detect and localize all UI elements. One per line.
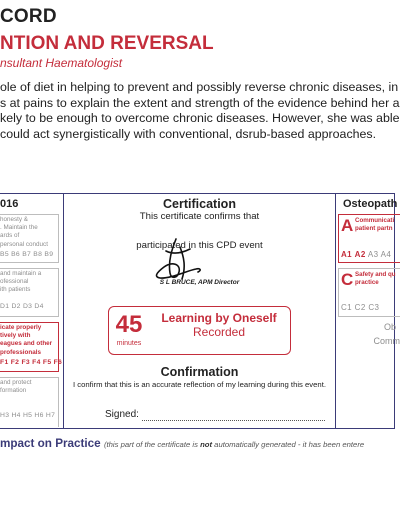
theme-letter: A	[341, 216, 354, 235]
confirmation-text: I confirm that this is an accurate reflection of my learning during this event.	[73, 380, 326, 389]
gmc-domain-box-selected	[0, 322, 63, 372]
gmc-desc-line: icate properly	[0, 324, 42, 331]
theme-code: C1	[341, 303, 353, 312]
intro-line: kely to be enough to overcome chronic diseases. However, she was able	[0, 111, 400, 125]
theme-letter: C	[341, 270, 354, 289]
document-title: CORD	[0, 6, 57, 27]
learning-type: Learning by Oneself	[161, 311, 277, 325]
gmc-desc-line: ards of	[0, 232, 20, 240]
impact-note	[104, 440, 364, 449]
column-divider-right	[335, 193, 336, 429]
gmc-codes: F1 F2 F3 F4 F5 F6	[0, 358, 63, 366]
osteopathy-faint-label: Ob	[383, 322, 396, 332]
theme-code: C2	[354, 303, 366, 312]
gmc-desc-line: formation	[0, 387, 27, 395]
gmc-heading: 016	[0, 198, 19, 210]
gmc-domain-box	[0, 214, 59, 263]
impact-note-bold: not	[200, 440, 213, 449]
gmc-desc-line: ith patients	[0, 286, 31, 294]
minutes-label: minutes	[116, 340, 142, 347]
osteopathy-heading: Osteopath	[343, 198, 398, 210]
learning-status: Recorded	[192, 325, 246, 339]
certification-confirm-text: This certificate confirms that	[139, 211, 260, 222]
signature-icon	[146, 237, 208, 285]
osteopathy-faint-label: Comm	[373, 336, 400, 346]
speaker-role: nsultant Haematologist	[0, 56, 123, 70]
osteopathy-theme-c-box	[338, 268, 400, 317]
impact-note-text: (this part of the certificate is	[103, 440, 201, 449]
theme-desc-line: Communicati	[355, 217, 395, 224]
certification-heading: Certification	[163, 197, 236, 211]
intro-line: s at pains to explain the extent and strength of the evidence behind her a	[0, 95, 400, 110]
osteopathy-theme-a-box	[338, 214, 400, 263]
signed-label: Signed:	[105, 409, 139, 420]
intro-line: ole of diet in helping to prevent and possibly reverse chronic diseases, in	[0, 80, 399, 94]
theme-code: C3	[368, 303, 380, 312]
theme-desc-line: Safety and qu	[355, 271, 396, 278]
signature-line	[142, 420, 325, 421]
gmc-desc-line: eagues and other	[0, 340, 53, 348]
column-divider-left	[63, 193, 64, 429]
gmc-domain-box	[0, 377, 59, 427]
theme-desc-line: practice	[355, 278, 379, 286]
theme-desc-line: patient partn	[355, 224, 393, 232]
gmc-desc-line: and protect	[0, 379, 32, 386]
gmc-desc-line: tively with	[0, 332, 31, 340]
intro-paragraph	[0, 80, 400, 142]
theme-codes	[341, 303, 379, 312]
impact-title: mpact on Practice	[0, 437, 101, 450]
document-subtitle-red: NTION AND REVERSAL	[0, 33, 214, 54]
gmc-desc-line: . Maintain the	[0, 224, 38, 232]
gmc-desc-line: honesty &	[0, 216, 29, 223]
confirmation-heading: Confirmation	[160, 365, 239, 379]
gmc-domain-box	[0, 268, 59, 317]
theme-desc	[355, 217, 400, 232]
theme-code: A3	[367, 250, 379, 259]
theme-code: A2	[354, 250, 366, 259]
gmc-desc-line: professionals	[0, 348, 41, 356]
theme-code: A4	[380, 250, 392, 259]
gmc-desc-line: personal conduct	[0, 240, 48, 248]
gmc-codes: D1 D2 D3 D4	[0, 302, 44, 310]
participated-text: participated in this CPD event	[136, 240, 263, 251]
gmc-desc-line: ofessional	[0, 278, 29, 286]
theme-desc	[355, 271, 400, 286]
theme-codes	[341, 250, 391, 259]
theme-code: A1	[341, 250, 353, 259]
gmc-codes: B5 B6 B7 B8 B9	[0, 250, 54, 258]
impact-heading	[0, 437, 364, 450]
gmc-desc-line: and maintain a	[0, 270, 42, 277]
gmc-codes: H3 H4 H5 H6 H7	[0, 412, 56, 420]
minutes-value: 45	[115, 311, 143, 338]
impact-note-text: automatically generated - it has been entere	[212, 440, 365, 449]
intro-line: could act synergistically with conventional, dsrub-based approaches.	[0, 126, 377, 141]
signatory-name: S L BRUCE, APM Director	[159, 279, 240, 286]
